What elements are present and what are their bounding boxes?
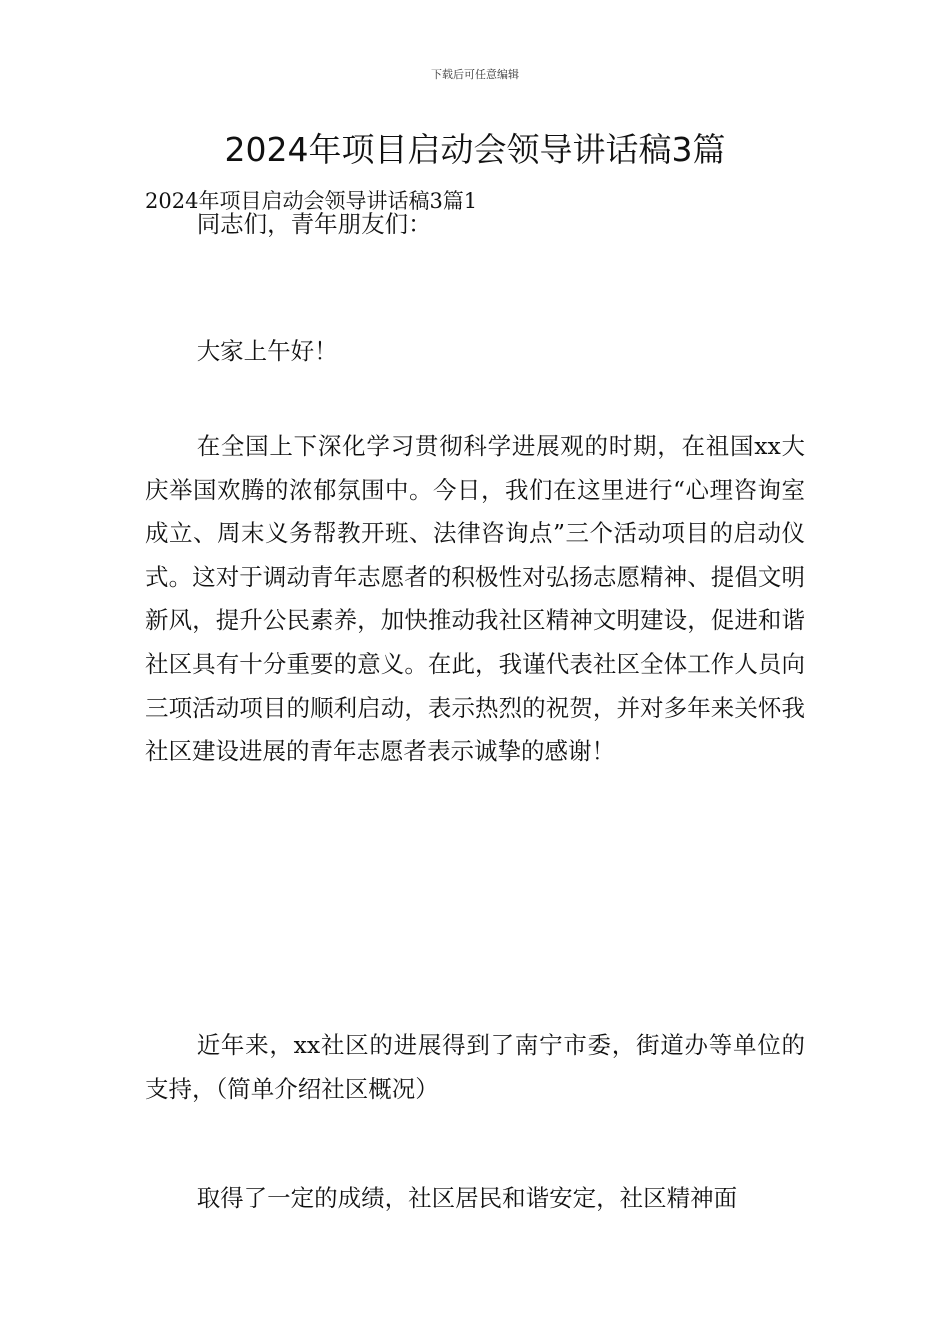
header-note: 下载后可任意编辑 — [431, 68, 519, 81]
paragraph-good-morning: 大家上午好！ — [196, 337, 338, 365]
paragraph-greeting: 同志们，青年朋友们： — [196, 210, 432, 238]
paragraph-achievements: 取得了一定的成绩，社区居民和谐安定，社区精神面 — [196, 1184, 738, 1212]
paragraph-opening: 在全国上下深化学习贯彻科学进展观的时期，在祖国xx大庆举国欢腾的浓郁氛围中。今日，我们在这里进行“心理咨询室成立、周末义务帮教开班、法律咨询点”三个活动项目的启动仪式。这对于调动青年志愿者的积极性对弘扬志愿精神、提倡文明新风，提升公民素养，加快推动我社区精神文明建设，促进和谐社区具有十分重要的意义。在此，我谨代表社区全体工作人员向三项活动项目的顺利启动，表示热烈的祝贺，并对多年来关怀我社区建设进展的青年志愿者表示诚挚的感谢！ — [145, 432, 805, 766]
paragraph-community-intro: 近年来，xx社区的进展得到了南宁市委，街道办等单位的支持，（简单介绍社区概况） — [145, 1031, 805, 1103]
document-title: 2024年项目启动会领导讲话稿3篇 — [224, 130, 726, 169]
document-subtitle: 2024年项目启动会领导讲话稿3篇1 — [145, 189, 478, 213]
